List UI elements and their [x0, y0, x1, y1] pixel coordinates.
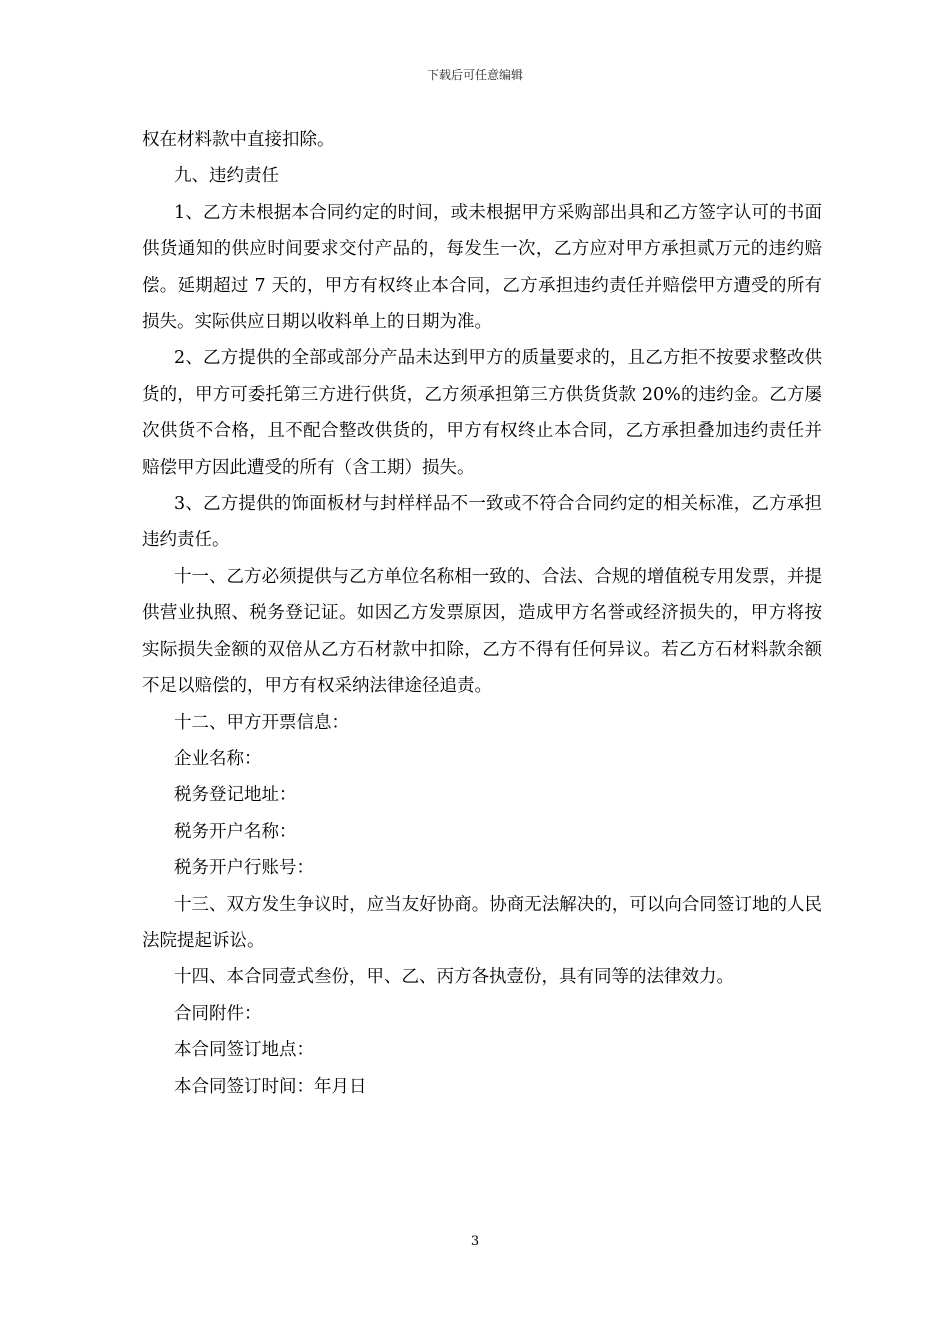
paragraph: 2、乙方提供的全部或部分产品未达到甲方的质量要求的，且乙方拒不按要求整改供货的，甲方可委托第三方进行供货，乙方须承担第三方供货货款 20%的违约金。乙方屡次供货不合格，且不配合整改供货的，甲方有权终止本合同，乙方承担叠加违约责任并赔偿甲方因此遭受的所有（含工期）损失。 — [142, 348, 822, 478]
field-account-name: 税务开户名称： — [174, 821, 297, 842]
page-header: 下载后可任意编辑 — [426, 68, 523, 82]
field-sign-date: 本合同签订时间：年月日 — [174, 1076, 367, 1097]
paragraph: 十一、乙方必须提供与乙方单位名称相一致的、合法、合规的增值税专用发票，并提供营业执照、税务登记证。如因乙方发票原因，造成甲方名誉或经济损失的，甲方将按实际损失金额的双倍从乙方石材款中扣除，乙方不得有任何异议。若乙方石材料款余额不足以赔偿的，甲方有权采纳法律途径追责。 — [142, 566, 822, 697]
paragraph: 权在材料款中直接扣除。 — [142, 130, 335, 150]
paragraph: 1、乙方未根据本合同约定的时间，或未根据甲方采购部出具和乙方签字认可的书面供货通知的供应时间要求交付产品的，每发生一次，乙方应对甲方承担贰万元的违约赔偿。延期超过 7 天的，甲方有权终止本合同，乙方承担违约责任并赔偿甲方遭受的所有损失。实际供应日期以收料单上的日期为准。 — [142, 202, 822, 333]
section-heading-invoice-info: 十二、甲方开票信息： — [174, 712, 349, 733]
paragraph: 3、乙方提供的饰面板材与封样样品不一致或不符合合同约定的相关标准，乙方承担违约责任。 — [142, 494, 822, 551]
paragraph: 十三、双方发生争议时，应当友好协商。协商无法解决的，可以向合同签订地的人民法院提起诉讼。 — [142, 894, 822, 951]
paragraph: 十四、本合同壹式叁份，甲、乙、丙方各执壹份，具有同等的法律效力。 — [174, 967, 734, 988]
field-company-name: 企业名称： — [174, 748, 262, 769]
field-attachments: 合同附件： — [174, 1003, 262, 1024]
field-sign-location: 本合同签订地点： — [174, 1040, 314, 1061]
section-heading-breach-liability: 九、违约责任 — [174, 166, 279, 187]
document-body — [142, 122, 822, 1105]
field-bank-account: 税务开户行账号： — [174, 858, 314, 879]
field-tax-address: 税务登记地址： — [174, 785, 297, 806]
page-number: 3 — [470, 1234, 480, 1249]
